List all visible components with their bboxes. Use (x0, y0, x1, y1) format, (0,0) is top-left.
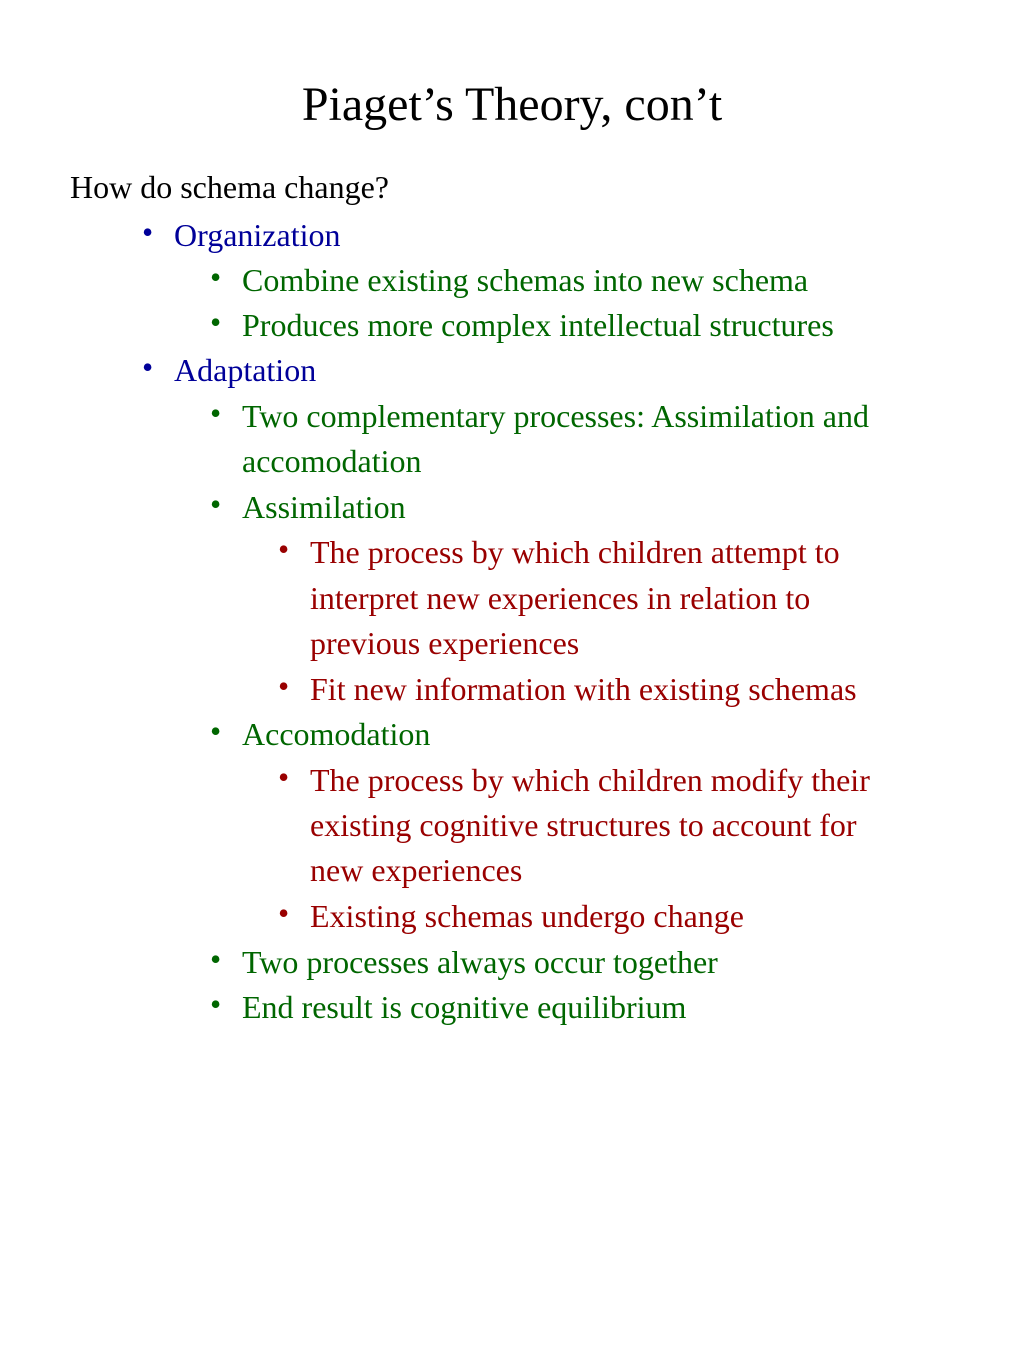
bullet-icon: • (210, 713, 222, 749)
item-two-complementary-line1: Two complementary processes: Assimilation and (242, 398, 869, 434)
bullet-icon: • (210, 986, 222, 1022)
item-accom-process-line1: The process by which children modify their (310, 762, 870, 798)
item-fit-new: Fit new information with existing schemas (310, 671, 857, 707)
item-produces: Produces more complex intellectual structures (242, 307, 834, 343)
bullet-icon: • (278, 531, 290, 567)
item-end-result: End result is cognitive equilibrium (242, 989, 687, 1025)
bullet-icon: • (278, 759, 290, 795)
item-organization: Organization (174, 217, 341, 253)
item-adaptation: Adaptation (174, 352, 317, 388)
item-assim-process-line1: The process by which children attempt to (310, 534, 840, 570)
bullet-icon: • (210, 259, 222, 295)
item-accom-process-line2: existing cognitive structures to account for (310, 807, 857, 843)
item-two-complementary-line2: accomodation (242, 443, 422, 479)
item-combine: Combine existing schemas into new schema (242, 262, 809, 298)
bullet-icon: • (210, 395, 222, 431)
item-accomodation: Accomodation (242, 716, 431, 752)
item-assimilation: Assimilation (242, 489, 406, 525)
question-text: How do schema change? (70, 169, 389, 205)
bullet-icon: • (210, 941, 222, 977)
bullet-icon: • (142, 214, 154, 250)
item-accom-process-line3: new experiences (310, 852, 523, 888)
item-existing-change: Existing schemas undergo change (310, 898, 744, 934)
bullet-icon: • (210, 486, 222, 522)
slide-title: Piaget’s Theory, con’t (301, 78, 723, 131)
item-assim-process-line3: previous experiences (310, 625, 580, 661)
bullet-icon: • (210, 304, 222, 340)
bullet-icon: • (278, 895, 290, 931)
bullet-icon: • (142, 349, 154, 385)
bullet-icon: • (278, 668, 290, 704)
item-assim-process-line2: interpret new experiences in relation to (310, 580, 811, 616)
item-two-processes: Two processes always occur together (242, 944, 718, 980)
